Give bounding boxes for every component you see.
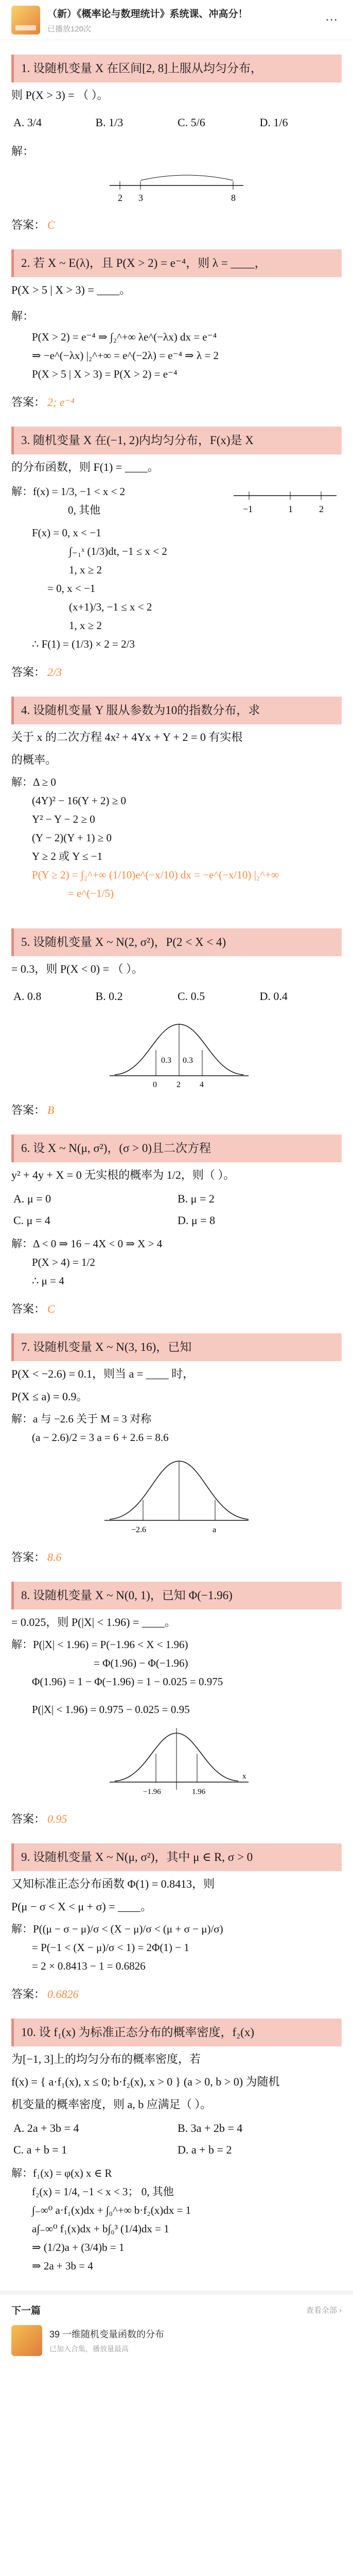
option-d: D. a + b = 2 (178, 2143, 232, 2156)
solution-label: 解： (11, 145, 34, 158)
question-7-banner: 7. 设随机变量 X ~ N(3, 16)，已知 (11, 1333, 342, 1361)
option-c: C. a + b = 1 (13, 2143, 67, 2156)
answer-label: 答案： (11, 1551, 46, 1564)
answer-label: 答案： (11, 1104, 46, 1116)
option-c: C. 0.5 (178, 990, 205, 1003)
answer-value: C (47, 1302, 55, 1315)
answer-label: 答案： (11, 1302, 46, 1315)
step: (a − 2.6)/2 = 3 a = 6 + 2.6 = 8.6 (32, 1431, 169, 1444)
answer-value: B (47, 1104, 55, 1116)
question-6-options (13, 1188, 342, 1231)
solution-steps (11, 1635, 342, 1719)
normal-curve-figure (94, 1451, 259, 1538)
question-5-banner: 5. 设随机变量 X ~ N(2, σ²)，P(2 < X < 4) (11, 928, 342, 956)
step: 解：P((μ − σ − μ)/σ < (X − μ)/σ < (μ + σ − μ)/σ) (11, 1923, 223, 1935)
step-highlight: = e^(−1/5) (68, 887, 114, 900)
cdf-line: (x+1)/3, −1 ≤ x < 2 (69, 601, 152, 613)
question-9-text: 又知标准正态分布函数 Φ(1) = 0.8413，则 (11, 1877, 215, 1890)
option-b: B. 3a + 2b = 4 (178, 2122, 243, 2134)
step: a∫₋∞⁰ f₁(x)dx + b∫₀³ (1/4)dx = 1 (32, 2223, 169, 2235)
answer-value: C (47, 218, 55, 231)
axis-label: −1 (243, 504, 253, 514)
step: P(X > 5 | X > 3) = P(X > 2) = e⁻⁴ (32, 368, 178, 380)
answer-label: 答案： (11, 396, 46, 409)
solution-steps (11, 1234, 342, 1290)
option-c: C. 5/6 (178, 116, 205, 129)
answer-row (11, 663, 342, 682)
axis-label: x (242, 1772, 246, 1781)
answer-row (11, 215, 342, 235)
article-body (0, 55, 353, 2275)
question-10-text: 为[−1, 3]上的均匀分布的概率密度，若 (11, 2053, 201, 2065)
cdf-line: 1, x ≥ 2 (69, 564, 102, 576)
pdf-block (11, 480, 342, 521)
next-article-subtitle: 已加入合集，播放量最高 (49, 2345, 129, 2353)
cdf-line: 1, x ≥ 2 (69, 619, 102, 632)
option-a: A. 3/4 (13, 116, 42, 129)
option-d: D. 0.4 (259, 990, 288, 1003)
question-7-text: P(X ≤ a) = 0.9。 (11, 1390, 88, 1403)
step: 解：Δ ≥ 0 (11, 776, 56, 788)
option-a: A. μ = 0 (13, 1192, 51, 1205)
option-c: C. μ = 4 (13, 1214, 50, 1227)
axis-label: 0 (153, 1080, 157, 1089)
step: Y² − Y − 2 ≥ 0 (32, 813, 95, 825)
question-5-options (13, 984, 342, 1009)
axis-label: a (213, 1526, 217, 1534)
option-b: B. 1/3 (95, 116, 123, 129)
question-6-text: y² + 4y + X = 0 无实根的概率为 1/2，则（ ）。 (11, 1168, 235, 1181)
axis-label: 2 (177, 1080, 181, 1089)
cdf-line: ∫₋₁ˣ (1/3)dt, −1 ≤ x < 2 (69, 545, 167, 557)
step: 解：Δ < 0 ⇒ 16 − 4X < 0 ⇒ X > 4 (11, 1238, 163, 1250)
solution-label: 解： (11, 310, 34, 323)
step: ∫₋∞⁰ a·f₁(x)dx + ∫₀^+∞ b·f₂(x)dx = 1 (32, 2204, 191, 2216)
axis-label: −1.96 (143, 1788, 161, 1796)
answer-row (11, 393, 342, 412)
step: 解：P(|X| < 1.96) = P(−1.96 < X < 1.96) (11, 1638, 188, 1651)
answer-value: 8.6 (47, 1551, 62, 1564)
solution-steps (11, 2164, 342, 2275)
option-a: A. 0.8 (13, 990, 42, 1003)
axis-label: 2 (319, 504, 324, 514)
step: f₂(x) = 1/4, −1 < x < 3； 0, 其他 (32, 2185, 174, 2198)
solution-steps (11, 773, 342, 903)
area-label: 0.3 (161, 1056, 171, 1065)
answer-label: 答案： (11, 1812, 46, 1825)
interval-diagram (99, 165, 254, 206)
app-header (0, 0, 353, 40)
question-10-text: f(x) = { a·f₁(x), x ≤ 0; b·f₂(x), x > 0 } (a > 0, b > 0) 为随机 (11, 2075, 280, 2088)
question-5-text: = 0.3，则 P(X < 0) = （ ）。 (11, 962, 143, 975)
step: ⇒ (1/2)a + (3/4)b = 1 (32, 2241, 125, 2253)
next-article-title[interactable]: 39 一维随机变量函数的分布 (49, 2329, 165, 2340)
next-article-card[interactable] (11, 2325, 342, 2356)
axis-label: 8 (231, 193, 236, 203)
cdf-line: = 0, x < −1 (47, 582, 96, 595)
step: = 2 × 0.8413 − 1 = 0.6826 (32, 1960, 146, 1972)
step: P(X > 4) = 1/2 (32, 1256, 95, 1268)
normal-curve-figure (99, 1014, 254, 1091)
axis-label: 3 (138, 193, 143, 203)
axis-label: 1 (288, 504, 293, 514)
question-7-text: P(X < −2.6) = 0.1，则当 a = ____ 时， (11, 1367, 195, 1380)
cdf-line: F(x) = 0, x < −1 (32, 527, 101, 539)
question-1-banner: 1. 设随机变量 X 在区间[2, 8]上服从均匀分布， (11, 55, 342, 82)
question-10-banner: 10. 设 f₁(x) 为标准正态分布的概率密度，f₂(x) (11, 2019, 342, 2046)
step: 解：a 与 −2.6 关于 M = 3 对称 (11, 1413, 152, 1425)
step: P(|X| < 1.96) = 0.975 − 0.025 = 0.95 (32, 1703, 190, 1716)
step: ⇒ 2a + 3b = 4 (32, 2260, 93, 2272)
answer-label: 答案： (11, 1988, 46, 2001)
step-highlight: P(Y ≥ 2) = ∫₂^+∞ (1/10)e^(−x/10) dx = −e^(−x/10) |₂^+∞ (32, 869, 279, 881)
question-4-text: 关于 x 的二次方程 4x² + 4Yx + Y + 2 = 0 有实根 (11, 731, 243, 743)
question-3-banner: 3. 随机变量 X 在(−1, 2)内均匀分布，F(x)是 X (11, 427, 342, 454)
step: = Φ(1.96) − Φ(−1.96) (94, 1657, 188, 1669)
question-4-text: 的概率。 (11, 753, 57, 766)
brace-arc (140, 175, 233, 180)
option-a: A. 2a + 3b = 4 (13, 2122, 79, 2134)
step: = P(−1 < (X − μ)/σ < 1) = 2Φ(1) − 1 (32, 1941, 189, 1954)
question-4-banner: 4. 设随机变量 Y 服从参数为10的指数分布，求 (11, 697, 342, 724)
view-all-link[interactable]: 查看全部 › (306, 2306, 342, 2315)
question-9-banner: 9. 设随机变量 X ~ N(μ, σ²)，其中 μ ∈ R, σ > 0 (11, 1843, 342, 1871)
normal-curve-figure (99, 1723, 254, 1800)
option-d: D. μ = 8 (178, 1214, 216, 1227)
axis-label: 1.96 (192, 1788, 206, 1796)
step: ⇒ −e^(−λx) |₂^+∞ = e^(−2λ) = e⁻⁴ ⇒ λ = 2 (32, 349, 219, 362)
question-8-text: = 0.025，则 P(|X| < 1.96) = ____。 (11, 1616, 176, 1629)
area-label: 0.3 (183, 1056, 193, 1065)
answer-row (11, 1809, 342, 1829)
question-1-text: 则 P(X > 3) = （ ）。 (11, 89, 109, 101)
collection-cover[interactable] (11, 6, 40, 35)
axis-label: −2.6 (131, 1526, 147, 1534)
answer-value: 0.95 (47, 1812, 67, 1825)
interval-diagram (228, 480, 342, 521)
step: Φ(1.96) = 1 − Φ(−1.96) = 1 − 0.025 = 0.975 (32, 1675, 223, 1688)
step: (4Y)² − 16(Y + 2) ≥ 0 (32, 794, 127, 807)
question-3-text: 的分布函数，则 F(1) = ____。 (11, 461, 159, 473)
step: 解：f₁(x) = φ(x) x ∈ R (11, 2167, 112, 2179)
solution-steps (11, 1410, 342, 1447)
answer-row (11, 1299, 342, 1319)
option-d: D. 1/6 (259, 116, 288, 129)
answer-row (11, 1548, 342, 1567)
answer-label: 答案： (11, 218, 46, 231)
step: ∴ μ = 4 (32, 1275, 64, 1287)
axis-label: 4 (200, 1080, 204, 1089)
answer-row (11, 1100, 342, 1120)
question-6-banner: 6. 设 X ~ N(μ, σ²)，(σ > 0)且二次方程 (11, 1134, 342, 1162)
question-10-options (13, 2117, 342, 2161)
cdf-block (11, 523, 342, 653)
next-article-section (0, 2291, 353, 2371)
next-label: 下一篇 (11, 2306, 41, 2316)
question-8-banner: 8. 设随机变量 X ~ N(0, 1)，已知 Φ(−1.96) (11, 1582, 342, 1609)
step: P(X > 2) = e⁻⁴ ⇒ ∫₂^+∞ λe^(−λx) dx = e⁻⁴ (32, 331, 217, 343)
question-9-text: P(μ − σ < X < μ + σ) = ____。 (11, 1900, 152, 1913)
more-icon[interactable]: ⋯ (325, 13, 338, 27)
step: (Y − 2)(Y + 1) ≥ 0 (32, 832, 112, 844)
answer-value: 2/3 (47, 666, 62, 679)
answer-row (11, 1985, 342, 2004)
question-2-banner: 2. 若 X ~ E(λ)，且 P(X > 2) = e⁻⁴，则 λ = ____， (11, 249, 342, 277)
conclusion: ∴ F(1) = (1/3) × 2 = 2/3 (32, 638, 135, 650)
collection-subtitle: 已播放120次 (47, 24, 92, 33)
answer-value: 2; e⁻⁴ (47, 396, 75, 409)
pdf-line: 0, 其他 (68, 504, 100, 516)
collection-title[interactable]: （新）《概率论与数理统计》系统课、冲高分！ (47, 8, 248, 20)
option-b: B. μ = 2 (178, 1192, 215, 1205)
next-article-cover[interactable] (11, 2325, 42, 2356)
answer-label: 答案： (11, 666, 46, 679)
option-b: B. 0.2 (95, 990, 123, 1003)
solution-steps (11, 1920, 342, 1975)
axis-label: 2 (118, 193, 122, 203)
question-1-options (13, 110, 342, 135)
solution-steps (11, 328, 342, 383)
pdf-line: f(x) = 1/3, −1 < x < 2 (33, 485, 126, 498)
answer-value: 0.6826 (47, 1988, 79, 2001)
step: Y ≥ 2 或 Y ≤ −1 (32, 850, 103, 862)
question-2-text: P(X > 5 | X > 3) = ____。 (11, 283, 131, 296)
question-10-text: 机变量的概率密度，则 a, b 应满足（ ）。 (11, 2098, 212, 2111)
solution-label: 解： (11, 485, 33, 498)
